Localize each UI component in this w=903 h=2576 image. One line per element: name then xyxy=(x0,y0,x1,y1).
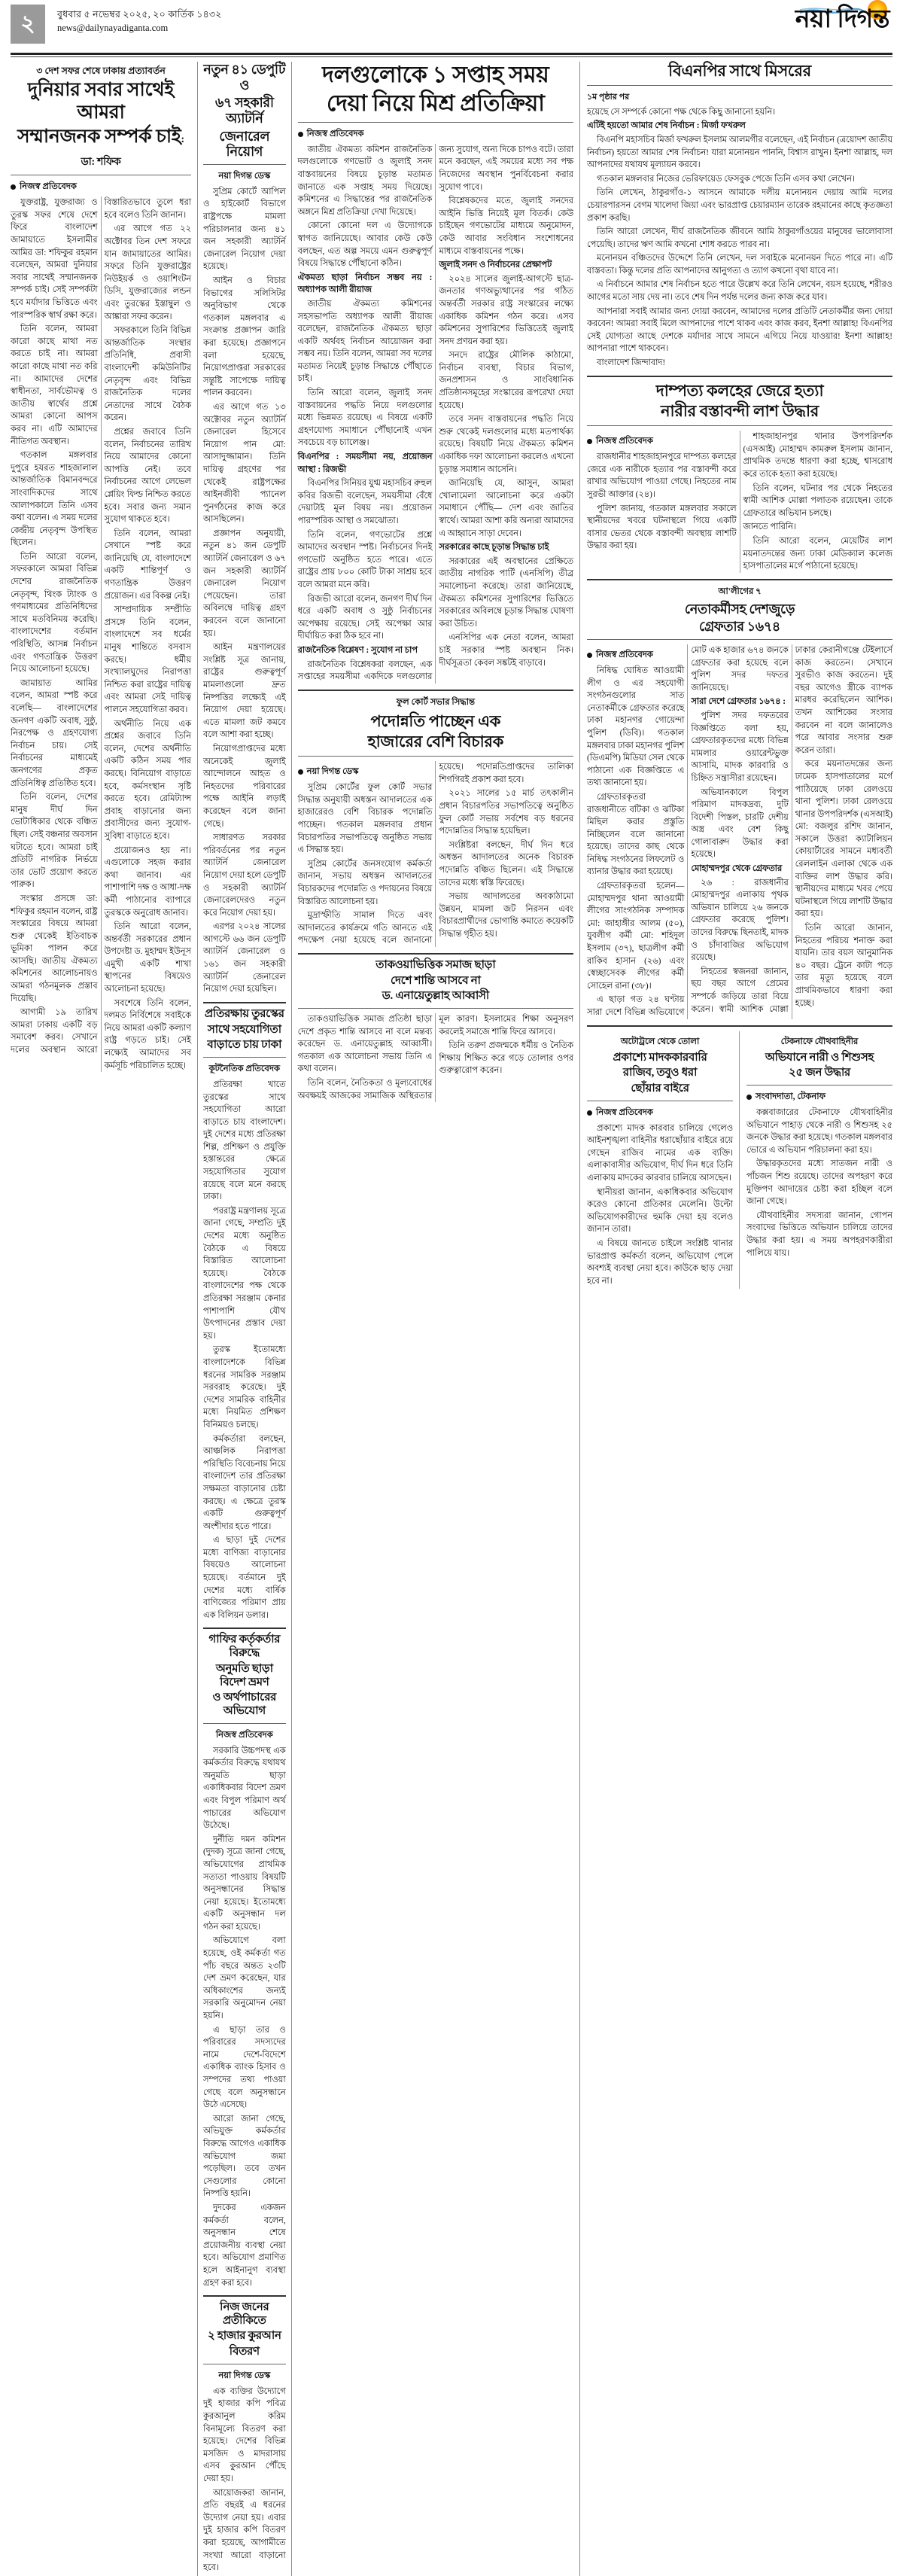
bullet-icon xyxy=(587,439,592,444)
paragraph: তিনি আরো বলেন, সফরকালে আমরা বিভিন্ন দেশের রাজনৈতিক নেতৃবৃন্দ, থিংক ট্যাংক ও গণমাধ্যমের প্রতিনিধিদের সাথে মতবিনিময় করেছি। বাংলাদেশের বর্তমান পরিস্থিতি, আসন্ন নির্বাচন এবং গণতান্ত্রিক উত্তরণ নিয়ে আলোচনা হয়েছে। xyxy=(11,552,98,674)
paragraph: সংস্কার প্রসঙ্গে ডা: শফিকুর রহমান বলেন, রাষ্ট্র সংস্কারের বিষয়ে আমরা শুরু থেকেই ইতিবাচক ভূমিকা পালন করে আসছি। জাতীয় ঐকমত্য কমিশনের আলোচনায়ও আমরা গঠনমূলক প্রস্তাব দিয়েছি। xyxy=(11,894,98,1003)
center-headline-line1: দলগুলোকে ১ সপ্তাহ সময় xyxy=(322,62,549,87)
right-h3-divider xyxy=(587,639,892,640)
paragraph: দুদকের একজন কর্মকর্তা বলেন, অনুসন্ধান শেষে প্রয়োজনীয় ব্যবস্থা নেয়া হবে। অভিযোগ প্রমাণিত হলে আইনানুগ ব্যবস্থা গ্রহণ করা হবে। xyxy=(203,2203,286,2288)
paragraph: সুপ্রিম কোর্টে আপিল ও হাইকোর্ট বিভাগে রাষ্ট্রপক্ষে মামলা পরিচালনার জন্য ৪১ জন সহকারী অ্যাটর্নি জেনারেল নিয়োগ দেয়া হয়েছে। xyxy=(203,187,286,272)
paragraph: গতকাল মঙ্গলবার নিজের ভেরিফায়েড ফেসবুক পেজে তিনি এসব কথা লেখেন। xyxy=(597,174,855,184)
paragraph: সুপ্রিম কোর্টের জনসংযোগ কর্মকর্তা জানান, সভায় অধস্তন আদালতের বিচারকদের পদোন্নতি ও পদায়নের বিষয়ে বিস্তারিত আলোচনা হয়। xyxy=(297,859,433,906)
narrow-section-divider-3 xyxy=(203,2295,286,2297)
masthead-rule-thick xyxy=(11,53,892,55)
paragraph: এর আগে গত ১৩ অক্টোবর নতুন অ্যাটর্নি জেনারেল হিসেবে নিয়োগ পান মো: আসাদুজ্জামান। তিনি দায়িত্ব গ্রহণের পর থেকেই রাষ্ট্রপক্ষের আইনজীবী প্যানেল পুনর্গঠনের কাজ করে আসছিলেন। xyxy=(203,402,286,525)
paragraph: রাজধানীর শাহজাহানপুরে দাম্পত্য কলহের জেরে এক নারীকে হত্যার পর বস্তাবন্দী করে রাখার অভিযোগ পাওয়া গেছে। নিহতের নাম সুরভী আক্তার (২৪)। xyxy=(587,452,737,499)
paragraph: সরকারের এই অবস্থানের প্রেক্ষিতে জাতীয় নাগরিক পার্টি (এনসিপি) তীব্র সমালোচনা করেছে। তারা জানিয়েছে, ঐকমত্য কমিশনের সুপারিশের ভিত্তিতে সরকারের অবিলম্বে চূড়ান্ত সিদ্ধান্ত ঘোষণা করা উচিত। xyxy=(439,556,574,629)
paragraph: সভায় আদালতের অবকাঠামো উন্নয়ন, মামলা জট নিরসন এবং বিচারপ্রার্থীদের ভোগান্তি কমাতে কয়েকটি সিদ্ধান্ত গৃহীত হয়। xyxy=(439,892,574,939)
paragraph: তিনি বলেন, আমরা সেখানে স্পষ্ট করে জানিয়েছি যে, বাংলাদেশে একটি শান্তিপূর্ণ ও গণতান্ত্রিক উত্তরণ প্রয়োজন। এর বিকল্প নেই। xyxy=(104,528,191,601)
right-h4-block xyxy=(587,1031,740,1290)
bullet-icon xyxy=(587,1110,592,1116)
masthead-rule-thin xyxy=(11,56,892,57)
paragraph: দুর্নীতি দমন কমিশন (দুদক) সূত্রে জানা গেছে, অভিযোগের প্রাথমিক সত্যতা পাওয়ায় বিষয়টি অনুসন্ধানের সিদ্ধান্ত নেয়া হয়েছে। ইতোমধ্যে একটি অনুসন্ধান দল গঠন করা হয়েছে। xyxy=(203,1835,286,1932)
center-sub-headline-line2: হাজারের বেশি বিচারক xyxy=(367,732,504,751)
right-h5-line1: অভিযানে নারী ও শিশুসহ xyxy=(765,1051,874,1064)
paragraph: এর আগে গত ২২ অক্টোবর তিন দেশ সফরে যান জামায়াতের আমির। সফরে তিনি যুক্তরাষ্ট্রের নিউইয়র্ক ও ওয়াশিংটন ডিসি, যুক্তরাজ্যের লন্ডন এবং তুরস্কের ইস্তাম্বুল ও আঙ্কারা সফর করেন। xyxy=(104,224,191,321)
center-section-divider-2 xyxy=(298,953,573,955)
narrow-sub2-headline-line3: ও অর্থপাচারের অভিযোগ xyxy=(212,1691,277,1717)
center-sub-article-body xyxy=(298,761,573,947)
right-h3-subhead-1 xyxy=(691,696,788,708)
zone-right xyxy=(580,62,892,2576)
paragraph: জানতে পারিনি। xyxy=(743,522,796,532)
subhead-text: বিএনপির : সময়সীমা নয়, প্রয়োজন আস্থা : রিজভী xyxy=(297,452,433,474)
paragraph: এনসিপির এক নেতা বলেন, আমরা চাই সরকার স্পষ্ট অবস্থান নিক। দীর্ঘসূত্রতা কেবল সঙ্কটই বাড়াবে। xyxy=(439,633,574,668)
narrow-sub3-byline: নয়া দিগন্ত ডেস্ক xyxy=(218,2370,271,2380)
narrow-section-divider-2 xyxy=(203,1628,286,1629)
right-h4-byline xyxy=(587,1106,733,1120)
narrow-headline-line3: জেনারেল নিয়োগ xyxy=(219,128,270,160)
paragraph: কক্সবাজারের টেকনাফে যৌথবাহিনীর অভিযানে পাহাড় থেকে নারী ও শিশুসহ ২৫ জনকে উদ্ধার করা হয়েছে। গতকাল মঙ্গলবার ভোরে এ অভিযান পরিচালনা করা হয়। xyxy=(746,1107,892,1155)
paragraph: প্রতিরক্ষা খাতে তুরস্কের সাথে সহযোগিতা আরো বাড়াতে চায় বাংলাদেশ। দুই দেশের মধ্যে প্রতিরক্ষা শিল্প, প্রশিক্ষণ ও প্রযুক্তি হস্তান্তরের ক্ষেত্রে সহযোগিতার সুযোগ রয়েছে বলে মনে করছে ঢাকা। xyxy=(203,1079,286,1202)
zone-left xyxy=(11,62,198,2576)
paragraph: জানিয়েছি যে, আসুন, আমরা খোলামেলা আলোচনা করে একটা সমাধানে পৌঁছি— দেশ এবং জাতির স্বার্থে। আমরা আশা করি অন্যরা আমাদের এ আহ্বানে সাড়া দেবেন। xyxy=(439,479,574,538)
center-sub-byline xyxy=(298,765,433,779)
right-h2-divider xyxy=(587,425,892,426)
paragraph: তিনি বলেন, গণভোটের প্রশ্নে আমাদের অবস্থান স্পষ্ট। নির্বাচনের দিনই গণভোট অনুষ্ঠিত হতে পারে। এতে রাষ্ট্রের প্রায় ৮০০ কোটি টাকা সাশ্রয় হবে বলে আমরা মনে করি। xyxy=(297,530,433,589)
paragraph: মনোনয়ন বঞ্চিতদের উদ্দেশে তিনি লেখেন, দল সবাইকে মনোনয়ন দিতে পারে না। এটি বাস্তবতা। কিন্তু দলের প্রতি আপনাদের আনুগত্য ও ত্যাগ কখনো বৃথা যাবে না। xyxy=(587,254,892,276)
paragraph: আইন ও বিচার বিভাগের সলিসিটর অনুবিভাগ থেকে গতকাল মঙ্গলবার এ সংক্রান্ত প্রজ্ঞাপন জারি করা হয়েছে। প্রজ্ঞাপনে বলা হয়েছে, নিয়োগপ্রাপ্তরা সরকারের সন্তুষ্টি সাপেক্ষে দায়িত্ব পালন করবেন। xyxy=(203,276,286,398)
continued-from-label: ১ম পৃষ্ঠার পর xyxy=(587,92,630,102)
zone-narrow-column xyxy=(198,62,292,2576)
paragraph: পুলিশ জানায়, গতকাল মঙ্গলবার সকালে স্থানীয়দের খবরে ঘটনাস্থলে গিয়ে একটি বাসার ভেতর থেকে বস্তাবন্দী অবস্থায় লাশটি উদ্ধার করা হয়। xyxy=(587,504,737,551)
right-h5-divider xyxy=(746,1085,892,1086)
paragraph: তিনি বলেন, দেশের মানুষ দীর্ঘ দিন ভোটাধিকার থেকে বঞ্চিত ছিল। সেই বঞ্চনার অবসান ঘটাতে হবে। আমরা চাই প্রতিটি নাগরিক নির্ভয়ে তার ভোট প্রয়োগ করতে পারুক। xyxy=(11,793,98,890)
paragraph: সাধারণত সরকার পরিবর্তনের পর নতুন অ্যাটর্নি জেনারেল নিয়োগ দেয়া হলে ডেপুটি ও সহকারী অ্যাটর্নি জেনারেলদেরও নতুন করে নিয়োগ দেয়া হয়। xyxy=(203,833,286,918)
subhead-text: সারা দেশে গ্রেফতার ১৬৭৪ : xyxy=(691,697,786,707)
left-headline-attribution: : ডা: শফিক xyxy=(81,134,184,168)
paragraph: তিনি আরো বলেন, অন্তর্বর্তী সরকারের প্রধান উপদেষ্টা ড. মুহাম্মদ ইউনূস এমুখী একটি শাখা স্থাপনের বিষয়েও আলোচনা হয়েছে। xyxy=(104,922,191,994)
right-divider-top xyxy=(587,85,892,86)
paragraph: রিজভী আরো বলেন, জনগণ দীর্ঘ দিন ধরে একটি অবাধ ও সুষ্ঠু নির্বাচনের অপেক্ষায় রয়েছে। সেই অপেক্ষা আর দীর্ঘায়িত করা ঠিক হবে না। xyxy=(297,594,433,641)
paragraph: এরপর ২০২৪ সালের আগস্টে ৬৬ জন ডেপুটি অ্যাটর্নি জেনারেল ও ১৬১ জন সহকারী অ্যাটর্নি জেনারেল নিয়োগ দেয়া হয়েছিল। xyxy=(203,922,286,994)
right-h4-line2: রাজিব, তবুও ধরা xyxy=(622,1067,698,1079)
subhead-text: মোহাম্মদপুর থেকে গ্রেফতার xyxy=(691,864,783,874)
narrow-section-divider-1 xyxy=(203,1002,286,1003)
narrow-headline-line2: ৬৭ সহকারী অ্যাটর্নি xyxy=(214,95,274,126)
zone-center xyxy=(292,62,580,2576)
paragraph: আরো জানা গেছে, অভিযুক্ত কর্মকর্তার বিরুদ্ধে আগেও একাধিক অভিযোগ জমা পড়েছিল। তবে তখন সেগুলোর কোনো নিষ্পত্তি হয়নি। xyxy=(203,2114,286,2199)
narrow-sub1-headline-line3: বাড়াতে চায় ঢাকা xyxy=(207,1039,282,1052)
paragraph: কোনো কোনো দল এ উদ্যোগকে স্বাগত জানিয়েছে। আবার কেউ কেউ বলছেন, এত অল্প সময়ে এমন গুরুত্বপূর্ণ বিষয়ে সিদ্ধান্তে পৌঁছানো কঠিন। xyxy=(297,221,433,269)
narrow-sub1-headline-line2: সাথে সহযোগিতা xyxy=(207,1023,281,1036)
paragraph: গতকাল মঙ্গলবার দুপুরে হযরত শাহজালাল আন্তর্জাতিক বিমানবন্দরে সাংবাদিকদের সাথে আলাপকালে তিনি এসব কথা বলেন। এ সময় দলের কেন্দ্রীয় নেতৃবৃন্দ উপস্থিত ছিলেন। xyxy=(11,451,98,548)
narrow-sub1-byline: কূটনৈতিক প্রতিবেদক xyxy=(208,1064,281,1073)
paragraph: এ বিষয়ে জানতে চাইলে সংশ্লিষ্ট থানার ভারপ্রাপ্ত কর্মকর্তা বলেন, অভিযোগ পেলে অবশ্যই ব্যবস্থা নেয়া হবে। কাউকে ছাড় দেয়া হবে না। xyxy=(587,1239,734,1286)
center-subhead-5 xyxy=(439,541,573,554)
paragraph: আপনারা সবাই আমার জন্য দোয়া করবেন, আমাদের দলের প্রতিটি নেতাকর্মীর জন্য দোয়া করবেন! আমরা সবাই মিলে আপনাদের পাশে থাকব এবং কাজ করব, ইনশা আল্লাহ! বিএনপির সেই যোগ্যতা আছে দেশকে মর্যাদার সাথে সামনে এগিয়ে নিয়ে যাওয়ার! ইনশা আল্লাহ! আপনারা পাশে থাকবেন। xyxy=(587,306,892,354)
paragraph: অর্থনীতি নিয়ে এক প্রশ্নের জবাবে তিনি বলেন, দেশের অর্থনীতি একটি কঠিন সময় পার করছে। বিনিয়োগ বাড়াতে হবে, কর্মসংস্থান সৃষ্টি করতে হবে। রেমিট্যান্স প্রবাহ বাড়ানোর জন্য প্রবাসীদের জন্য সুযোগ-সুবিধা বাড়াতে হবে। xyxy=(104,719,191,841)
paragraph: এক ব্যক্তির উদ্যোগে দুই হাজার কপি পবিত্র কুরআনুল করিম বিনামূল্যে বিতরণ করা হয়েছে। দেশের বিভিন্ন মসজিদ ও মাদরাসায় এসব কুরআন পৌঁছে দেয়া হয়। xyxy=(203,2386,286,2483)
logo-title: নয়া দিগন্ত xyxy=(795,6,889,33)
paragraph: সাম্প্রদায়িক সম্প্রীতি প্রসঙ্গে তিনি বলেন, বাংলাদেশে সব ধর্মের মানুষ শান্তিতে বসবাস করছে। ধর্মীয় সংখ্যালঘুদের নিরাপত্তা নিশ্চিত করা রাষ্ট্রের দায়িত্ব এবং আমরা সেই দায়িত্ব পালনে সহযোগিতা করব। xyxy=(104,605,191,714)
page-number: ২ xyxy=(11,5,45,44)
page-body xyxy=(11,62,892,2576)
paragraph: আইন মন্ত্রণালয়ের সংশ্লিষ্ট সূত্র জানায়, রাষ্ট্রের গুরুত্বপূর্ণ মামলাগুলো দ্রুত নিষ্পত্তির লক্ষ্যেই এই নিয়োগ দেয়া হয়েছে। এতে মামলা জট কমবে বলে আশা করা হচ্ছে। xyxy=(203,643,286,740)
masthead xyxy=(11,0,892,51)
subhead-text: এটিই হয়তো আমার শেষ নির্বাচন : মির্জা ফখরুল xyxy=(587,121,746,131)
paragraph: ২৬ : রাজধানীর মোহাম্মদপুর এলাকায় পৃথক অভিযান চালিয়ে ২৬ জনকে গ্রেফতার করেছে পুলিশ। তাদের বিরুদ্ধে ছিনতাই, মাদক ও চাঁদাবাজির অভিযোগ রয়েছে। xyxy=(691,878,789,963)
paragraph: অভিযানকালে বিপুল পরিমাণ মাদকদ্রব্য, দুটি বিদেশী পিস্তল, চারটি দেশীয় অস্ত্র এবং বেশ কিছু গোলাবারুদ উদ্ধার করা হয়েছে। xyxy=(691,787,789,860)
narrow-sub2-headline-line1: গাফির কর্তৃকর্তার বিরুদ্ধে xyxy=(208,1634,281,1660)
paragraph: হয়েছে সে সম্পর্কে কোনো পক্ষ থেকে কিছু জানানো হয়নি। xyxy=(587,107,776,117)
right-h3-kicker: আ'লীগের ৭ xyxy=(718,586,762,596)
paragraph: আগামী ১৯ তারিখ আমরা ঢাকায় একটি বড় সমাবেশ করব। সেখানে দলের অবস্থান আরো বিস্তারিতভাবে তুলে ধরা হবে বলেও তিনি জানান। xyxy=(11,198,191,1055)
masthead-logo xyxy=(795,5,892,32)
right-h3-line2: গ্রেফতার ১৬৭৪ xyxy=(699,619,780,635)
paragraph: পররাষ্ট্র মন্ত্রণালয় সূত্রে জানা গেছে, সম্প্রতি দুই দেশের মধ্যে অনুষ্ঠিত বৈঠকে এ বিষয়ে বিস্তারিত আলোচনা হয়েছে। বৈঠকে বাংলাদেশের পক্ষ থেকে প্রতিরক্ষা সরঞ্জাম কেনার পাশাপাশি যৌথ উৎপাদনের প্রস্তাব দেয়া হয়। xyxy=(203,1206,286,1341)
center-sub-divider xyxy=(298,756,573,757)
contact-email: news@dailynayadiganta.com xyxy=(57,23,169,34)
paragraph: তিনি আরো লেখেন, দীর্ঘ রাজনৈতিক জীবনে আমি ঠাকুরগাঁওয়ের মানুষের ভালোবাসা পেয়েছি। তাদের ঋণ আমি কখনো শোধ করতে পারব না। xyxy=(587,227,892,249)
narrow-sub3-headline-line2: ২ হাজার কুরআন xyxy=(207,2330,281,2343)
bullet-icon xyxy=(298,769,303,775)
paragraph: শাহজাহানপুর থানার উপপরিদর্শক (এসআই) মোহাম্মদ কামরুল ইসলাম জানান, প্রাথমিক তদন্তে ধারণা করা হচ্ছে, শ্বাসরোধ করে তাকে হত্যা করা হয়েছে। xyxy=(743,432,892,479)
subhead-text: সরকারের কাছে চূড়ান্ত সিদ্ধান্ত চাই xyxy=(439,543,549,553)
paragraph: তিনি বলেন, নৈতিকতা ও মূল্যবোধের অবক্ষয়ই আজকের সামাজিক অস্থিরতার মূল কারণ। ইসলামের শিক্ষা অনুসরণ করলেই সমাজে শান্তি ফিরে আসবে। xyxy=(297,1015,574,1101)
right-h2-line2: নারীর বস্তাবন্দী লাশ উদ্ধার xyxy=(661,402,819,421)
center-sub2-headline-line3: ড. এনায়েতুল্লাহ আব্বাসী xyxy=(382,990,489,1003)
left-article-body xyxy=(11,196,191,1072)
paragraph: রাজনৈতিক বিশ্লেষকরা বলছেন, এক সপ্তাহের সময়সীমা একদিকে দলগুলোর জন্য সুযোগ, অন্য দিকে চাপও বটে। তারা মনে করছেন, এই সময়ের মধ্যে সব পক্ষ নিজেদের অবস্থান পুনর্বিবেচনা করার সুযোগ পাবে। xyxy=(297,145,574,682)
paragraph: তিনি আরো বলেন, জুলাই সনদ বাস্তবায়নের পদ্ধতি নিয়ে দলগুলোর মধ্যে ভিন্নমত রয়েছে। এ বিষয়ে একটি গ্রহণযোগ্য সমাধানে পৌঁছানোই এখন সবচেয়ে বড় চ্যালেঞ্জ। xyxy=(297,388,433,448)
left-byline xyxy=(11,180,191,194)
paragraph: সংশ্লিষ্টরা বলছেন, দীর্ঘ দিন ধরে অধস্তন আদালতের অনেক বিচারক পদোন্নতি বঞ্চিত ছিলেন। এই সিদ্ধান্তে তাদের মধ্যে স্বস্তি ফিরেছে। xyxy=(439,840,574,888)
subhead-text: ঐকমত্য ছাড়া নির্বাচন সম্ভব নয় : অধ্যাপক আলী রীয়াজ xyxy=(297,273,433,295)
paragraph: আয়োজকরা জানান, প্রতি বছরই এ ধরনের উদ্যোগ নেয়া হয়। এবার দুই হাজার কপি বিতরণ করা হয়েছে, আগামীতে সংখ্যা আরো বাড়ানো হবে। xyxy=(203,2488,286,2573)
paragraph: এ ছাড়া গত ২৪ ঘণ্টায় সারা দেশে বিভিন্ন অভিযোগে মোট এক হাজার ৬৭৪ জনকে গ্রেফতার করা হয়েছে বলে পুলিশ সদর দফতর জানিয়েছে। xyxy=(587,645,789,1018)
right-h2-body xyxy=(587,431,892,573)
bullet-icon xyxy=(298,132,303,137)
right-h5-byline-text: সংবাদদাতা, টেকনাফ xyxy=(756,1092,826,1101)
bullet-icon xyxy=(11,184,16,190)
left-headline-line2 xyxy=(11,126,191,170)
paragraph: তবে সনদ বাস্তবায়নের পদ্ধতি নিয়ে শুরু থেকেই দলগুলোর মধ্যে মতপার্থক্য রয়েছে। বিষয়টি নিয়ে ঐকমত্য কমিশন একাধিক দফা আলোচনা করলেও এখনো চূড়ান্ত সমাধান আসেনি। xyxy=(439,415,574,474)
narrow-sub3-headline-line1: নিজ জনের প্রতীকিতে xyxy=(220,2301,269,2327)
right-h3-subhead-2 xyxy=(691,863,788,875)
paragraph: গ্রেফতারকৃতরা রাজধানীতে বটিকা ও ঝটিকা মিছিল করার প্রস্তুতি নিচ্ছিলেন বলে জানানো হয়েছে। তাদের কাছ থেকে নিষিদ্ধ সংগঠনের লিফলেট ও ব্যানার উদ্ধার করা হয়েছে। xyxy=(587,792,685,877)
paragraph: উদ্ধারকৃতদের মধ্যে সাতজন নারী ও পাঁচজন শিশু রয়েছে। তাদের অপহরণ করে মুক্তিপণ আদায়ের চেষ্টা করা হচ্ছিল বলে জানা গেছে। xyxy=(746,1159,892,1207)
paragraph: তুরস্ক ইতোমধ্যে বাংলাদেশকে বিভিন্ন ধরনের সামরিক সরঞ্জাম সরবরাহ করেছে। দুই দেশের সামরিক বাহিনীর মধ্যে নিয়মিত প্রশিক্ষণ বিনিময়ও চলছে। xyxy=(203,1345,286,1430)
paragraph: নিষিদ্ধ ঘোষিত আওয়ামী লীগ ও এর সহযোগী সংগঠনগুলোর সাত নেতাকর্মীকে গ্রেফতার করেছে ঢাকা মহানগর গোয়েন্দা পুলিশ (ডিবি)। গতকাল মঙ্গলবার ঢাকা মহানগর পুলিশ (ডিএমপি) মিডিয়া সেল থেকে পাঠানো এক বিজ্ঞপ্তিতে এ তথ্য জানানো হয়। xyxy=(587,665,685,788)
paragraph: এ ছাড়া দুই দেশের মধ্যে বাণিজ্য বাড়ানোর বিষয়েও আলোচনা হয়েছে। বর্তমানে দুই দেশের মধ্যে বার্ষিক বাণিজ্যের পরিমাণ প্রায় এক বিলিয়ন ডলার। xyxy=(203,1536,286,1620)
right-h5-kicker: টেকনাফে যৌথবাহিনীর xyxy=(780,1037,859,1046)
right-h4-line1: প্রকাশ্যে মাদককারবারি xyxy=(613,1051,707,1064)
center-section-divider xyxy=(298,690,573,691)
paragraph: করে ময়নাতদন্তের জন্য ঢামেক হাসপাতালের মর্গে পাঠিয়েছে ঢাকা রেলওয়ে থানা পুলিশ। ঢাকা রেলওয়ে থানার উপপরিদর্শক (এসআই) মো: বজলুর রশিদ জানান, সকালে উত্তরা ক্যাটালিয়ন কোয়ার্টারের সামনে মধ্যবর্তী রেললাইন এলাকা থেকে এক ব্যক্তির লাশ উদ্ধার করি। স্থানীয়দের মাধ্যমে খবর পেয়ে ঘটনাস্থলে গিয়ে লাশটি উদ্ধার করা হয়। xyxy=(795,760,892,919)
center-article-body xyxy=(298,144,573,684)
paragraph: এ নির্বাচনে আমার শেষ নির্বাচন হতে পারে উল্লেখ করে তিনি লেখেন, বয়স হয়েছে, শরীরও আগের মতো সায় দেয় না। তবে শেষ দিন পর্যন্ত দলের জন্য কাজ করে যাব। xyxy=(587,280,892,303)
paragraph: নিয়োগপ্রাপ্তদের মধ্যে অনেকেই জুলাই আন্দোলনে আহত ও নিহতদের পরিবারের পক্ষে আইনি লড়াই করেছেন বলে জানা গেছে। xyxy=(203,744,286,829)
paragraph: যুক্তরাষ্ট্র, যুক্তরাজ্য ও তুরস্ক সফর শেষে দেশে ফিরে বাংলাদেশ জামায়াতে ইসলামীর আমির ডা: শফিকুর রহমান বলেছেন, আমরা দুনিয়ার সবার সাথেই সম্মানজনক সম্পর্ক চাই। সেই সম্পর্কটা হবে মর্যাদার ভিত্তিতে এবং পারস্পরিক স্বার্থ রক্ষা করে। xyxy=(11,198,98,320)
paragraph: তিনি বলেন, ঘটনার পর থেকে নিহতের স্বামী আশিক মোল্লা পলাতক রয়েছেন। তাকে গ্রেফতারে অভিযান চলছে। xyxy=(743,483,892,518)
narrow-sub2-byline: নিজস্ব প্রতিবেদক xyxy=(215,1730,273,1740)
right-h5-line2: ২৫ জন উদ্ধার xyxy=(789,1067,850,1079)
narrow-sub3-headline-line3: বিতরণ xyxy=(229,2346,260,2358)
center-sub-headline-line1: পদোন্নতি পাচ্ছেন এক xyxy=(370,711,501,730)
right-h3-line1: নেতাকর্মীসহ দেশজুড়ে xyxy=(684,601,795,617)
center-divider xyxy=(298,122,573,123)
publication-date: বুধবার ৫ নভেম্বর ২০২৫, ২০ কার্তিক ১৪৩২ xyxy=(57,9,222,20)
center-sub-byline-text: নয়া দিগন্ত ডেস্ক xyxy=(306,767,359,777)
center-byline-text: নিজস্ব প্রতিবেদক xyxy=(306,129,364,139)
paragraph: সফরকালে তিনি বিভিন্ন আন্তর্জাতিক সংস্থার প্রতিনিধি, প্রবাসী বাংলাদেশী কমিউনিটির নেতৃবৃন্দ এবং বিভিন্ন রাজনৈতিক দলের নেতাদের সাথে বৈঠক করেন। xyxy=(104,326,191,423)
paragraph: তিনি আরো বলেন, মেয়েটির লাশ ময়নাতদন্তের জন্য ঢাকা মেডিক্যাল কলেজ হাসপাতালের মর্গে পাঠানো হয়েছে। xyxy=(743,536,892,571)
center-byline xyxy=(298,127,573,142)
narrow-divider xyxy=(203,164,286,165)
center-subhead-4 xyxy=(439,259,573,272)
paragraph: গ্রেফতারকৃতরা হলেন— মোহাম্মদপুর থানা আওয়ামী লীগের সাংগঠনিক সম্পাদক মো: জাহাঙ্গীর আলম (৫০), যুবলীগ কর্মী মো: শহিদুল ইসলাম (৩৭), ছাত্রলীগ কর্মী রাকিব হাসান (২৬) এবং স্বেচ্ছাসেবক লীগের কর্মী সোহেল রানা (৩৮)। xyxy=(587,882,685,991)
paragraph: ২০২১ সালের ১৫ মার্চ তৎকালীন প্রধান বিচারপতির সভাপতিত্বে অনুষ্ঠিত ফুল কোর্ট সভায় সর্বশেষ বড় ধরনের পদোন্নতির সিদ্ধান্ত হয়েছিল। xyxy=(439,789,574,836)
paragraph: বিশ্লেষকদের মতে, জুলাই সনদের আইনি ভিত্তি নিয়েই মূল বিতর্ক। কেউ চাইছেন গণভোটের মাধ্যমে অনুমোদন, কেউ আবার সংবিধান সংশোধনের মাধ্যমে বাস্তবায়নের পক্ষে। xyxy=(439,196,574,256)
paragraph: প্রয়োজনও হয় না। এগুলোকে সহজ করার কথা জানাব। এর পাশাপাশি দক্ষ ও আধা-দক্ষ কর্মী পাঠানোর ব্যাপারে তুরস্ককে অনুরোধ জানাব। xyxy=(104,845,191,918)
center-sub2-headline-line2: দেশে শান্তি আসবে না xyxy=(390,974,481,987)
narrow-sub2-divider xyxy=(203,1723,286,1724)
right-h2-byline-text: নিজস্ব প্রতিবেদক xyxy=(596,437,653,446)
paragraph: মুদ্রাস্ফীতি সামাল দিতে এবং আদালতের কার্যক্রমে গতি আনতে এই পদক্ষেপ নেয়া হয়েছে বলে জানানো হয়েছে। পদোন্নতিপ্রাপ্তদের তালিকা শিগগিরই প্রকাশ করা হবে। xyxy=(297,763,574,945)
subhead-text: রাজনৈতিক বিশ্লেষণ : সুযোগ না চাপ xyxy=(297,645,418,655)
right-h5-block xyxy=(746,1031,892,1290)
paragraph: অভিযোগে বলা হয়েছে, ওই কর্মকর্তা গত পাঁচ বছরে অন্তত ২৩টি দেশ ভ্রমণ করেছেন, যার অধিকাংশের জন্যই সরকারি অনুমোদন নেয়া হয়নি। xyxy=(203,1936,286,2021)
center-sub2-divider xyxy=(298,1008,573,1009)
center-subhead-2 xyxy=(298,451,433,476)
right-h4-kicker: অটোট্রলে থেকে তোলা xyxy=(620,1037,700,1046)
right-h4-byline-text: নিজস্ব প্রতিবেদক xyxy=(596,1107,653,1117)
paragraph: সনদে রাষ্ট্রের মৌলিক কাঠামো, নির্বাচন ব্যবস্থা, বিচার বিভাগ, জনপ্রশাসন ও সাংবিধানিক প্রতিষ্ঠানসমূহের সংস্কারের রূপরেখা দেয়া হয়েছে। xyxy=(439,351,574,410)
right-subhead-1 xyxy=(587,120,892,132)
paragraph: তিনি আরো জানান, নিহতের পরিচয় শনাক্ত করা যায়নি। তার বয়স আনুমানিক ৪০ বছর। ট্রেনে কাটা পড়ে তার মৃত্যু হয়েছে বলে প্রাথমিকভাবে ধারণা করা হচ্ছে। xyxy=(795,924,892,1008)
paragraph: জামায়াত আমির বলেন, আমরা স্পষ্ট করে বলেছি— বাংলাদেশের জনগণ একটি অবাধ, সুষ্ঠু, নিরপেক্ষ ও গ্রহণযোগ্য নির্বাচন চায়। সেই নির্বাচনের মাধ্যমেই জনগণের প্রকৃত প্রতিনিধিত্ব প্রতিষ্ঠিত হবে। xyxy=(11,678,98,788)
paragraph: বাংলাদেশ জিন্দাবাদ! xyxy=(597,358,666,368)
left-byline-text: নিজস্ব প্রতিবেদক xyxy=(20,182,77,192)
paragraph: প্রজ্ঞাপন অনুযায়ী, নতুন ৪১ জন ডেপুটি অ্যাটর্নি জেনারেল ও ৬৭ জন সহকারী অ্যাটর্নি জেনারেল নিয়োগ পেয়েছেন। তারা অবিলম্বে দায়িত্ব গ্রহণ করবেন বলে জানানো হয়। xyxy=(203,528,286,638)
left-headline-line1: দুনিয়ার সবার সাথেই আমরা xyxy=(27,80,175,123)
paragraph: জাতীয় ঐকমত্য কমিশন রাজনৈতিক দলগুলোকে গণভোট ও জুলাই সনদ বাস্তবায়নের বিষয়ে চূড়ান্ত মতামত জানাতে এক সপ্তাহ সময় দিয়েছে। কমিশনের এ সিদ্ধান্তের পর রাজনৈতিক অঙ্গনে মিশ্র প্রতিক্রিয়া দেখা দিয়েছে। xyxy=(297,145,433,217)
right-headline-top: বিএনপির সাথে মিসরের xyxy=(668,62,811,80)
right-h3-byline-text: নিজস্ব প্রতিবেদক xyxy=(596,650,653,659)
right-h5-byline xyxy=(746,1090,892,1104)
subhead-text: জুলাই সনদ ও নির্বাচনের প্রেক্ষাপট xyxy=(439,260,552,270)
date-block xyxy=(57,5,222,35)
paragraph: বিএনপি মহাসচিব মির্জা ফখরুল ইসলাম আলমগীর বলেছেন, এই নির্বাচন (ত্রয়োদশ জাতীয় নির্বাচন) হয়তো আমার শেষ নির্বাচন! যারা মনোনয়ন পাননি, বিশ্বাস রাখুন। ইনশা আল্লাহ, দল আপনাদের যথাযথ মূল্যায়ন করবে। xyxy=(587,135,892,170)
paragraph: সবশেষে তিনি বলেন, দলমত নির্বিশেষে সবাইকে নিয়ে আমরা একটি কল্যাণ রাষ্ট্র গড়তে চাই। সেই লক্ষ্যেই আমাদের সব কর্মসূচি পরিচালিত হচ্ছে। xyxy=(104,998,191,1070)
narrow-sub2-headline-line2: অনুমতি ছাড়া বিদেশ ভ্রমণ xyxy=(215,1662,273,1688)
paragraph: প্রশ্নের জবাবে তিনি বলেন, নির্বাচনের তারিখ নিয়ে আমাদের কোনো আপত্তি নেই। তবে নির্বাচনের আগে লেভেল প্লেয়িং ফিল্ড নিশ্চিত করতে হবে। সবার জন্য সমান সুযোগ থাকতে হবে। xyxy=(104,427,191,525)
paragraph: যৌথবাহিনীর সদস্যরা জানান, গোপন সংবাদের ভিত্তিতে অভিযান চালিয়ে তাদের উদ্ধার করা হয়। এ সময় অপহরণকারীরা পালিয়ে যায়। xyxy=(746,1210,892,1258)
paragraph: তাকওয়াভিত্তিক সমাজ প্রতিষ্ঠা ছাড়া দেশে প্রকৃত শান্তি আসবে না বলে মন্তব্য করেছেন ড. এনায়েতুল্লাহ আব্বাসী। গতকাল এক আলোচনা সভায় তিনি এ কথা বলেন। xyxy=(297,1015,433,1074)
right-section-divider-2 xyxy=(587,579,892,580)
paragraph: বিএনপির সিনিয়র যুগ্ম মহাসচিব রুহুল কবির রিজভী বলেছেন, সময়সীমা বেঁধে দেয়াটাই মূল বিষয় নয়। প্রয়োজন পারস্পরিক আস্থা ও সমঝোতা। xyxy=(297,479,433,525)
narrow-sub1-divider xyxy=(203,1057,286,1058)
bullet-icon xyxy=(746,1095,752,1100)
paragraph: তিনি লেখেন, ঠাকুরগাঁও-১ আসনে আমাকে দলীয় মনোনয়ন দেয়ায় আমি দলের চেয়ারপারসন বেগম খালেদা জিয়া এবং ভারপ্রাপ্ত চেয়ারম্যান তারেক রহমানের কাছে কৃতজ্ঞতা প্রকাশ করছি। xyxy=(587,188,892,223)
right-section-divider-1 xyxy=(587,376,892,377)
right-h4-line3: ছোঁয়ার বাইরে xyxy=(631,1082,689,1095)
paragraph: তিনি তরুণ প্রজন্মকে ধর্মীয় ও নৈতিক শিক্ষায় শিক্ষিত করে গড়ে তোলার ওপর গুরুত্বারোপ করেন। xyxy=(439,1041,574,1076)
right-h2-line1: দাম্পত্য কলহের জেরে হত্যা xyxy=(655,381,824,400)
paragraph: সরকারি উচ্চপদস্থ এক কর্মকর্তার বিরুদ্ধে যথাযথ অনুমতি ছাড়া একাধিকবার বিদেশ ভ্রমণ এবং বিপুল পরিমাণ অর্থ পাচারের অভিযোগ উঠেছে। xyxy=(203,1746,286,1831)
right-section-divider-3 xyxy=(587,1025,892,1027)
left-kicker: ৩ দেশ সফর শেষে ঢাকায় প্রত্যাবর্তন xyxy=(36,65,166,76)
paragraph: ২০২৪ সালের জুলাই-আগস্টে ছাত্র-জনতার গণঅভ্যুত্থানের পর গঠিত অন্তর্বর্তী সরকার রাষ্ট্র সংস্কারের লক্ষ্যে একাধিক কমিশন গঠন করে। এসব কমিশনের সুপারিশের ভিত্তিতেই জুলাই সনদ প্রণয়ন করা হয়। xyxy=(439,274,574,346)
paragraph: জাতীয় ঐকমত্য কমিশনের সহসভাপতি অধ্যাপক আলী রীয়াজ বলেছেন, রাজনৈতিক ঐকমত্য ছাড়া একটি অর্থবহ নির্বাচন আয়োজন করা সম্ভব নয়। তিনি বলেন, আমরা সব দলের মতামত নিয়েই চূড়ান্ত সিদ্ধান্তে পৌঁছাতে চাই। xyxy=(297,299,433,384)
paragraph: নিহতের স্বজনরা জানান, ছয় বছর আগে প্রেমের সম্পর্কে জড়িয়ে তারা বিয়ে করেন। স্বামী আশিক মোল্লা ঢাকার কেরানীগঞ্জে টেইলার্সে কাজ করতেন। সেখানে সুরভীও কাজ করতেন। দুই বছর আগেও স্ত্রীকে ব্যাপক মারধর করেছিলেন আশিক। তখন আশিকের সংসার করবেন না বলে জানালেও পরে আবার সংসার শুরু করেন তারা। xyxy=(691,645,892,1014)
bullet-icon xyxy=(587,653,592,658)
paragraph: তিনি বলেন, আমরা কারো কাছে মাথা নত করতে চাই না। আমরা কারো কাছে মাথা নত করি না। আমাদের দেশের স্বাধীনতা, সার্বভৌমত্ব ও জাতীয় স্বার্থের প্রশ্নে আমরা কোনো আপস করব না। এটি আমাদের নীতিগত অবস্থান। xyxy=(11,324,98,446)
center-sub2-headline-line1: তাকওয়াভিত্তিক সমাজ ছাড়া xyxy=(375,958,496,971)
paragraph: এ ছাড়া তার ও পরিবারের সদস্যদের নামে দেশে-বিদেশে একাধিক ব্যাংক হিসাব ও সম্পদের তথ্য পাওয়া গেছে বলে অনুসন্ধানে উঠে এসেছে। xyxy=(203,2025,286,2110)
paragraph: পুলিশ সদর দফতরের বিজ্ঞপ্তিতে বলা হয়, গ্রেফতারকৃতদের মধ্যে বিভিন্ন মামলার ওয়ারেন্টভুক্ত আসামি, মাদক কারবারি ও চিহ্নিত সন্ত্রাসীরা রয়েছেন। xyxy=(691,711,789,783)
right-h2-byline xyxy=(587,434,736,449)
paragraph: সুপ্রিম কোর্টের ফুল কোর্ট সভার সিদ্ধান্ত অনুযায়ী অধস্তন আদালতের এক হাজারেরও বেশি বিচারক পদোন্নতি পাচ্ছেন। গতকাল মঙ্গলবার প্রধান বিচারপতির সভাপতিত্বে অনুষ্ঠিত সভায় এ সিদ্ধান্ত হয়। xyxy=(297,783,433,855)
right-h3-body xyxy=(587,644,892,1019)
right-h3-byline xyxy=(587,648,684,662)
narrow-byline: নয়া দিগন্ত ডেস্ক xyxy=(218,171,271,181)
center-subhead-3 xyxy=(298,644,433,657)
paragraph: প্রকাশ্যে মাদক কারবার চালিয়ে গেলেও আইনশৃঙ্খলা বাহিনীর ধরাছোঁয়ার বাইরে রয়ে গেছেন রাজিব নামের এক ব্যক্তি। এলাকাবাসীর অভিযোগ, দীর্ঘ দিন ধরে তিনি এলাকায় মাদকের কারবার চালিয়ে আসছেন। xyxy=(587,1123,734,1183)
left-headline-line2-main: সম্মানজনক সম্পর্ক চাই xyxy=(17,126,181,148)
paragraph: স্থানীয়রা জানান, একাধিকবার অভিযোগ করেও কোনো প্রতিকার মেলেনি। উল্টো অভিযোগকারীদের হুমকি দেয়া হয় বলেও জানান তারা। xyxy=(587,1187,734,1235)
right-bottom-pair xyxy=(587,1031,892,1290)
narrow-sub1-headline-line1: প্রতিরক্ষায় তুরস্কের xyxy=(204,1007,284,1020)
paragraph: কর্মকর্তারা বলছেন, আঞ্চলিক নিরাপত্তা পরিস্থিতি বিবেচনায় নিয়ে বাংলাদেশ তার প্রতিরক্ষা সক্ষমতা বাড়ানোর চেষ্টা করছে। এ ক্ষেত্রে তুরস্ক একটি গুরুত্বপূর্ণ অংশীদার হতে পারে। xyxy=(203,1434,286,1531)
center-headline-line2: দেয়া নিয়ে মিশ্র প্রতিক্রিয়া xyxy=(326,91,545,117)
center-sub-kicker: ফুল কোর্ট সভার সিদ্ধান্ত xyxy=(396,697,475,707)
narrow-headline-line1: নতুন ৪১ ডেপুটি ও xyxy=(203,62,286,93)
center-sub2-article-body xyxy=(298,1013,573,1102)
center-subhead-1 xyxy=(298,272,433,297)
